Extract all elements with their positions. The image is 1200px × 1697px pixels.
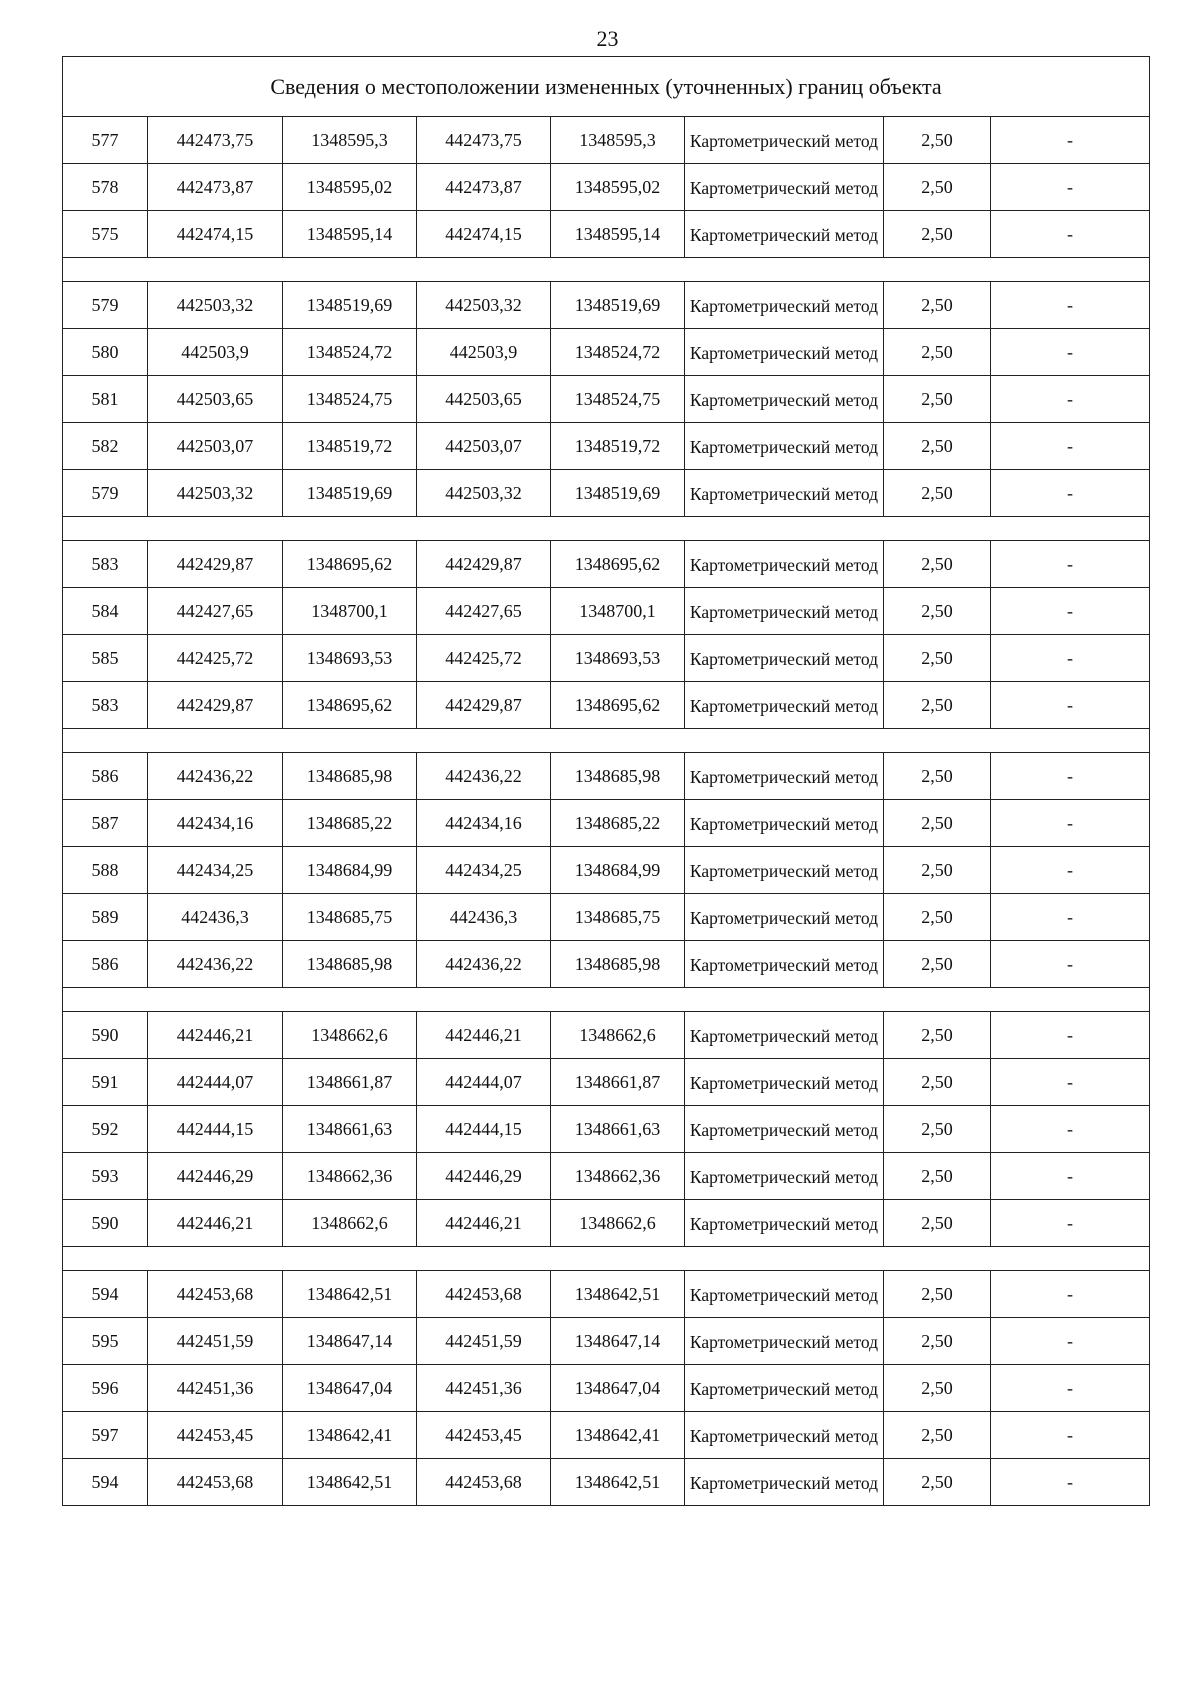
description-cell: - bbox=[991, 894, 1150, 941]
y-existing-cell: 1348685,75 bbox=[283, 894, 417, 941]
x-new-cell: 442451,36 bbox=[417, 1365, 551, 1412]
table-title: Сведения о местоположении измененных (уточненных) границ объекта bbox=[63, 57, 1150, 117]
point-number-cell: 578 bbox=[63, 164, 148, 211]
y-new-cell: 1348647,04 bbox=[551, 1365, 685, 1412]
table-row bbox=[63, 1318, 1150, 1365]
point-number-cell: 585 bbox=[63, 635, 148, 682]
method-cell: Картометрический метод bbox=[685, 1318, 884, 1365]
accuracy-cell: 2,50 bbox=[884, 1012, 991, 1059]
group-separator-row bbox=[63, 729, 1150, 753]
table-row bbox=[63, 211, 1150, 258]
accuracy-cell: 2,50 bbox=[884, 847, 991, 894]
x-existing-cell: 442503,32 bbox=[148, 282, 283, 329]
description-cell: - bbox=[991, 282, 1150, 329]
method-cell: Картометрический метод bbox=[685, 753, 884, 800]
y-existing-cell: 1348662,6 bbox=[283, 1200, 417, 1247]
y-existing-cell: 1348661,63 bbox=[283, 1106, 417, 1153]
x-existing-cell: 442453,68 bbox=[148, 1271, 283, 1318]
table-row bbox=[63, 753, 1150, 800]
description-cell: - bbox=[991, 941, 1150, 988]
x-existing-cell: 442434,25 bbox=[148, 847, 283, 894]
accuracy-cell: 2,50 bbox=[884, 635, 991, 682]
boundary-coordinates-table bbox=[62, 56, 1150, 1506]
point-number-cell: 584 bbox=[63, 588, 148, 635]
accuracy-cell: 2,50 bbox=[884, 376, 991, 423]
x-new-cell: 442429,87 bbox=[417, 541, 551, 588]
point-number-cell: 590 bbox=[63, 1200, 148, 1247]
accuracy-cell: 2,50 bbox=[884, 282, 991, 329]
y-new-cell: 1348595,14 bbox=[551, 211, 685, 258]
table-title-row bbox=[63, 57, 1150, 117]
y-new-cell: 1348684,99 bbox=[551, 847, 685, 894]
y-new-cell: 1348642,51 bbox=[551, 1459, 685, 1506]
table-row bbox=[63, 1271, 1150, 1318]
description-cell: - bbox=[991, 1200, 1150, 1247]
x-existing-cell: 442444,07 bbox=[148, 1059, 283, 1106]
description-cell: - bbox=[991, 1365, 1150, 1412]
x-new-cell: 442474,15 bbox=[417, 211, 551, 258]
method-cell: Картометрический метод bbox=[685, 282, 884, 329]
y-existing-cell: 1348685,98 bbox=[283, 753, 417, 800]
accuracy-cell: 2,50 bbox=[884, 682, 991, 729]
x-existing-cell: 442451,59 bbox=[148, 1318, 283, 1365]
group-separator-row bbox=[63, 517, 1150, 541]
x-new-cell: 442473,87 bbox=[417, 164, 551, 211]
group-separator bbox=[63, 517, 1150, 541]
group-separator bbox=[63, 729, 1150, 753]
y-new-cell: 1348695,62 bbox=[551, 541, 685, 588]
accuracy-cell: 2,50 bbox=[884, 329, 991, 376]
accuracy-cell: 2,50 bbox=[884, 1106, 991, 1153]
y-existing-cell: 1348662,6 bbox=[283, 1012, 417, 1059]
description-cell: - bbox=[991, 1059, 1150, 1106]
description-cell: - bbox=[991, 753, 1150, 800]
y-new-cell: 1348524,75 bbox=[551, 376, 685, 423]
y-existing-cell: 1348647,14 bbox=[283, 1318, 417, 1365]
point-number-cell: 594 bbox=[63, 1459, 148, 1506]
table-row bbox=[63, 588, 1150, 635]
x-new-cell: 442425,72 bbox=[417, 635, 551, 682]
description-cell: - bbox=[991, 117, 1150, 164]
method-cell: Картометрический метод bbox=[685, 423, 884, 470]
description-cell: - bbox=[991, 1153, 1150, 1200]
y-existing-cell: 1348519,72 bbox=[283, 423, 417, 470]
y-new-cell: 1348642,41 bbox=[551, 1412, 685, 1459]
y-existing-cell: 1348595,02 bbox=[283, 164, 417, 211]
accuracy-cell: 2,50 bbox=[884, 541, 991, 588]
point-number-cell: 594 bbox=[63, 1271, 148, 1318]
y-new-cell: 1348647,14 bbox=[551, 1318, 685, 1365]
table-row bbox=[63, 1012, 1150, 1059]
description-cell: - bbox=[991, 1412, 1150, 1459]
point-number-cell: 581 bbox=[63, 376, 148, 423]
y-existing-cell: 1348595,3 bbox=[283, 117, 417, 164]
point-number-cell: 579 bbox=[63, 282, 148, 329]
x-existing-cell: 442429,87 bbox=[148, 541, 283, 588]
description-cell: - bbox=[991, 1106, 1150, 1153]
x-new-cell: 442444,07 bbox=[417, 1059, 551, 1106]
x-new-cell: 442446,21 bbox=[417, 1012, 551, 1059]
x-new-cell: 442503,32 bbox=[417, 470, 551, 517]
y-new-cell: 1348662,6 bbox=[551, 1200, 685, 1247]
table-row bbox=[63, 1153, 1150, 1200]
description-cell: - bbox=[991, 1271, 1150, 1318]
x-existing-cell: 442474,15 bbox=[148, 211, 283, 258]
group-separator-row bbox=[63, 988, 1150, 1012]
accuracy-cell: 2,50 bbox=[884, 1059, 991, 1106]
method-cell: Картометрический метод bbox=[685, 1412, 884, 1459]
x-existing-cell: 442453,68 bbox=[148, 1459, 283, 1506]
x-new-cell: 442429,87 bbox=[417, 682, 551, 729]
x-existing-cell: 442427,65 bbox=[148, 588, 283, 635]
accuracy-cell: 2,50 bbox=[884, 1412, 991, 1459]
y-new-cell: 1348685,75 bbox=[551, 894, 685, 941]
y-new-cell: 1348662,6 bbox=[551, 1012, 685, 1059]
accuracy-cell: 2,50 bbox=[884, 588, 991, 635]
point-number-cell: 582 bbox=[63, 423, 148, 470]
accuracy-cell: 2,50 bbox=[884, 1200, 991, 1247]
y-new-cell: 1348519,72 bbox=[551, 423, 685, 470]
method-cell: Картометрический метод bbox=[685, 1012, 884, 1059]
x-new-cell: 442434,16 bbox=[417, 800, 551, 847]
description-cell: - bbox=[991, 847, 1150, 894]
method-cell: Картометрический метод bbox=[685, 164, 884, 211]
table-row bbox=[63, 1459, 1150, 1506]
method-cell: Картометрический метод bbox=[685, 635, 884, 682]
method-cell: Картометрический метод bbox=[685, 1365, 884, 1412]
description-cell: - bbox=[991, 329, 1150, 376]
method-cell: Картометрический метод bbox=[685, 894, 884, 941]
description-cell: - bbox=[991, 682, 1150, 729]
x-new-cell: 442453,45 bbox=[417, 1412, 551, 1459]
x-existing-cell: 442473,75 bbox=[148, 117, 283, 164]
y-existing-cell: 1348595,14 bbox=[283, 211, 417, 258]
accuracy-cell: 2,50 bbox=[884, 753, 991, 800]
page-number: 23 bbox=[596, 26, 619, 51]
point-number-cell: 575 bbox=[63, 211, 148, 258]
accuracy-cell: 2,50 bbox=[884, 894, 991, 941]
y-existing-cell: 1348642,51 bbox=[283, 1271, 417, 1318]
y-new-cell: 1348524,72 bbox=[551, 329, 685, 376]
method-cell: Картометрический метод bbox=[685, 1200, 884, 1247]
y-existing-cell: 1348684,99 bbox=[283, 847, 417, 894]
y-new-cell: 1348700,1 bbox=[551, 588, 685, 635]
table-row bbox=[63, 941, 1150, 988]
method-cell: Картометрический метод bbox=[685, 682, 884, 729]
description-cell: - bbox=[991, 541, 1150, 588]
table-row bbox=[63, 117, 1150, 164]
x-new-cell: 442503,65 bbox=[417, 376, 551, 423]
table-row bbox=[63, 894, 1150, 941]
description-cell: - bbox=[991, 376, 1150, 423]
y-new-cell: 1348695,62 bbox=[551, 682, 685, 729]
description-cell: - bbox=[991, 211, 1150, 258]
description-cell: - bbox=[991, 1012, 1150, 1059]
accuracy-cell: 2,50 bbox=[884, 164, 991, 211]
y-new-cell: 1348685,22 bbox=[551, 800, 685, 847]
method-cell: Картометрический метод bbox=[685, 470, 884, 517]
x-new-cell: 442453,68 bbox=[417, 1459, 551, 1506]
group-separator bbox=[63, 1247, 1150, 1271]
y-new-cell: 1348693,53 bbox=[551, 635, 685, 682]
method-cell: Картометрический метод bbox=[685, 376, 884, 423]
table-row bbox=[63, 682, 1150, 729]
group-separator-row bbox=[63, 1247, 1150, 1271]
point-number-cell: 580 bbox=[63, 329, 148, 376]
x-new-cell: 442451,59 bbox=[417, 1318, 551, 1365]
y-new-cell: 1348595,3 bbox=[551, 117, 685, 164]
table-row bbox=[63, 282, 1150, 329]
table-row bbox=[63, 423, 1150, 470]
x-new-cell: 442473,75 bbox=[417, 117, 551, 164]
point-number-cell: 595 bbox=[63, 1318, 148, 1365]
y-existing-cell: 1348685,22 bbox=[283, 800, 417, 847]
x-new-cell: 442436,3 bbox=[417, 894, 551, 941]
y-new-cell: 1348519,69 bbox=[551, 470, 685, 517]
method-cell: Картометрический метод bbox=[685, 211, 884, 258]
table-row bbox=[63, 541, 1150, 588]
table-row bbox=[63, 470, 1150, 517]
description-cell: - bbox=[991, 470, 1150, 517]
table-row bbox=[63, 800, 1150, 847]
y-existing-cell: 1348642,41 bbox=[283, 1412, 417, 1459]
table-row bbox=[63, 1365, 1150, 1412]
point-number-cell: 586 bbox=[63, 941, 148, 988]
table-row bbox=[63, 635, 1150, 682]
description-cell: - bbox=[991, 1459, 1150, 1506]
accuracy-cell: 2,50 bbox=[884, 1459, 991, 1506]
accuracy-cell: 2,50 bbox=[884, 117, 991, 164]
x-existing-cell: 442434,16 bbox=[148, 800, 283, 847]
x-new-cell: 442503,07 bbox=[417, 423, 551, 470]
y-new-cell: 1348661,87 bbox=[551, 1059, 685, 1106]
method-cell: Картометрический метод bbox=[685, 541, 884, 588]
method-cell: Картометрический метод bbox=[685, 1459, 884, 1506]
description-cell: - bbox=[991, 1318, 1150, 1365]
y-existing-cell: 1348642,51 bbox=[283, 1459, 417, 1506]
x-existing-cell: 442473,87 bbox=[148, 164, 283, 211]
point-number-cell: 590 bbox=[63, 1012, 148, 1059]
method-cell: Картометрический метод bbox=[685, 1106, 884, 1153]
y-new-cell: 1348685,98 bbox=[551, 941, 685, 988]
method-cell: Картометрический метод bbox=[685, 941, 884, 988]
x-existing-cell: 442436,22 bbox=[148, 753, 283, 800]
y-new-cell: 1348642,51 bbox=[551, 1271, 685, 1318]
x-new-cell: 442427,65 bbox=[417, 588, 551, 635]
y-existing-cell: 1348662,36 bbox=[283, 1153, 417, 1200]
point-number-cell: 586 bbox=[63, 753, 148, 800]
accuracy-cell: 2,50 bbox=[884, 1365, 991, 1412]
point-number-cell: 589 bbox=[63, 894, 148, 941]
table-row bbox=[63, 847, 1150, 894]
point-number-cell: 583 bbox=[63, 682, 148, 729]
x-existing-cell: 442503,9 bbox=[148, 329, 283, 376]
accuracy-cell: 2,50 bbox=[884, 470, 991, 517]
x-existing-cell: 442503,65 bbox=[148, 376, 283, 423]
y-new-cell: 1348519,69 bbox=[551, 282, 685, 329]
x-existing-cell: 442453,45 bbox=[148, 1412, 283, 1459]
table-row bbox=[63, 164, 1150, 211]
x-new-cell: 442436,22 bbox=[417, 941, 551, 988]
table-body bbox=[63, 57, 1150, 1506]
table-row bbox=[63, 329, 1150, 376]
x-existing-cell: 442451,36 bbox=[148, 1365, 283, 1412]
table-row bbox=[63, 1200, 1150, 1247]
x-existing-cell: 442503,32 bbox=[148, 470, 283, 517]
accuracy-cell: 2,50 bbox=[884, 800, 991, 847]
x-existing-cell: 442446,21 bbox=[148, 1012, 283, 1059]
x-new-cell: 442503,32 bbox=[417, 282, 551, 329]
x-existing-cell: 442446,29 bbox=[148, 1153, 283, 1200]
accuracy-cell: 2,50 bbox=[884, 1271, 991, 1318]
x-existing-cell: 442436,3 bbox=[148, 894, 283, 941]
method-cell: Картометрический метод bbox=[685, 588, 884, 635]
method-cell: Картометрический метод bbox=[685, 847, 884, 894]
description-cell: - bbox=[991, 635, 1150, 682]
x-new-cell: 442453,68 bbox=[417, 1271, 551, 1318]
description-cell: - bbox=[991, 588, 1150, 635]
y-existing-cell: 1348524,75 bbox=[283, 376, 417, 423]
method-cell: Картометрический метод bbox=[685, 800, 884, 847]
x-new-cell: 442446,21 bbox=[417, 1200, 551, 1247]
group-separator bbox=[63, 988, 1150, 1012]
table-row bbox=[63, 1106, 1150, 1153]
x-existing-cell: 442436,22 bbox=[148, 941, 283, 988]
table-row bbox=[63, 1059, 1150, 1106]
point-number-cell: 587 bbox=[63, 800, 148, 847]
y-new-cell: 1348661,63 bbox=[551, 1106, 685, 1153]
x-new-cell: 442503,9 bbox=[417, 329, 551, 376]
y-new-cell: 1348662,36 bbox=[551, 1153, 685, 1200]
method-cell: Картометрический метод bbox=[685, 329, 884, 376]
group-separator bbox=[63, 258, 1150, 282]
method-cell: Картометрический метод bbox=[685, 1059, 884, 1106]
y-existing-cell: 1348519,69 bbox=[283, 470, 417, 517]
description-cell: - bbox=[991, 800, 1150, 847]
table-row bbox=[63, 376, 1150, 423]
method-cell: Картометрический метод bbox=[685, 1271, 884, 1318]
y-existing-cell: 1348693,53 bbox=[283, 635, 417, 682]
point-number-cell: 583 bbox=[63, 541, 148, 588]
method-cell: Картометрический метод bbox=[685, 1153, 884, 1200]
x-existing-cell: 442446,21 bbox=[148, 1200, 283, 1247]
method-cell: Картометрический метод bbox=[685, 117, 884, 164]
y-existing-cell: 1348695,62 bbox=[283, 682, 417, 729]
x-new-cell: 442434,25 bbox=[417, 847, 551, 894]
y-existing-cell: 1348661,87 bbox=[283, 1059, 417, 1106]
x-new-cell: 442436,22 bbox=[417, 753, 551, 800]
x-existing-cell: 442425,72 bbox=[148, 635, 283, 682]
point-number-cell: 597 bbox=[63, 1412, 148, 1459]
point-number-cell: 591 bbox=[63, 1059, 148, 1106]
y-existing-cell: 1348647,04 bbox=[283, 1365, 417, 1412]
point-number-cell: 577 bbox=[63, 117, 148, 164]
x-new-cell: 442444,15 bbox=[417, 1106, 551, 1153]
y-new-cell: 1348685,98 bbox=[551, 753, 685, 800]
y-existing-cell: 1348685,98 bbox=[283, 941, 417, 988]
accuracy-cell: 2,50 bbox=[884, 941, 991, 988]
x-new-cell: 442446,29 bbox=[417, 1153, 551, 1200]
y-existing-cell: 1348695,62 bbox=[283, 541, 417, 588]
group-separator-row bbox=[63, 258, 1150, 282]
point-number-cell: 592 bbox=[63, 1106, 148, 1153]
accuracy-cell: 2,50 bbox=[884, 1318, 991, 1365]
y-existing-cell: 1348519,69 bbox=[283, 282, 417, 329]
accuracy-cell: 2,50 bbox=[884, 423, 991, 470]
accuracy-cell: 2,50 bbox=[884, 1153, 991, 1200]
x-existing-cell: 442429,87 bbox=[148, 682, 283, 729]
point-number-cell: 596 bbox=[63, 1365, 148, 1412]
y-existing-cell: 1348700,1 bbox=[283, 588, 417, 635]
accuracy-cell: 2,50 bbox=[884, 211, 991, 258]
point-number-cell: 588 bbox=[63, 847, 148, 894]
description-cell: - bbox=[991, 164, 1150, 211]
table-row bbox=[63, 1412, 1150, 1459]
point-number-cell: 593 bbox=[63, 1153, 148, 1200]
y-existing-cell: 1348524,72 bbox=[283, 329, 417, 376]
x-existing-cell: 442503,07 bbox=[148, 423, 283, 470]
x-existing-cell: 442444,15 bbox=[148, 1106, 283, 1153]
point-number-cell: 579 bbox=[63, 470, 148, 517]
description-cell: - bbox=[991, 423, 1150, 470]
y-new-cell: 1348595,02 bbox=[551, 164, 685, 211]
